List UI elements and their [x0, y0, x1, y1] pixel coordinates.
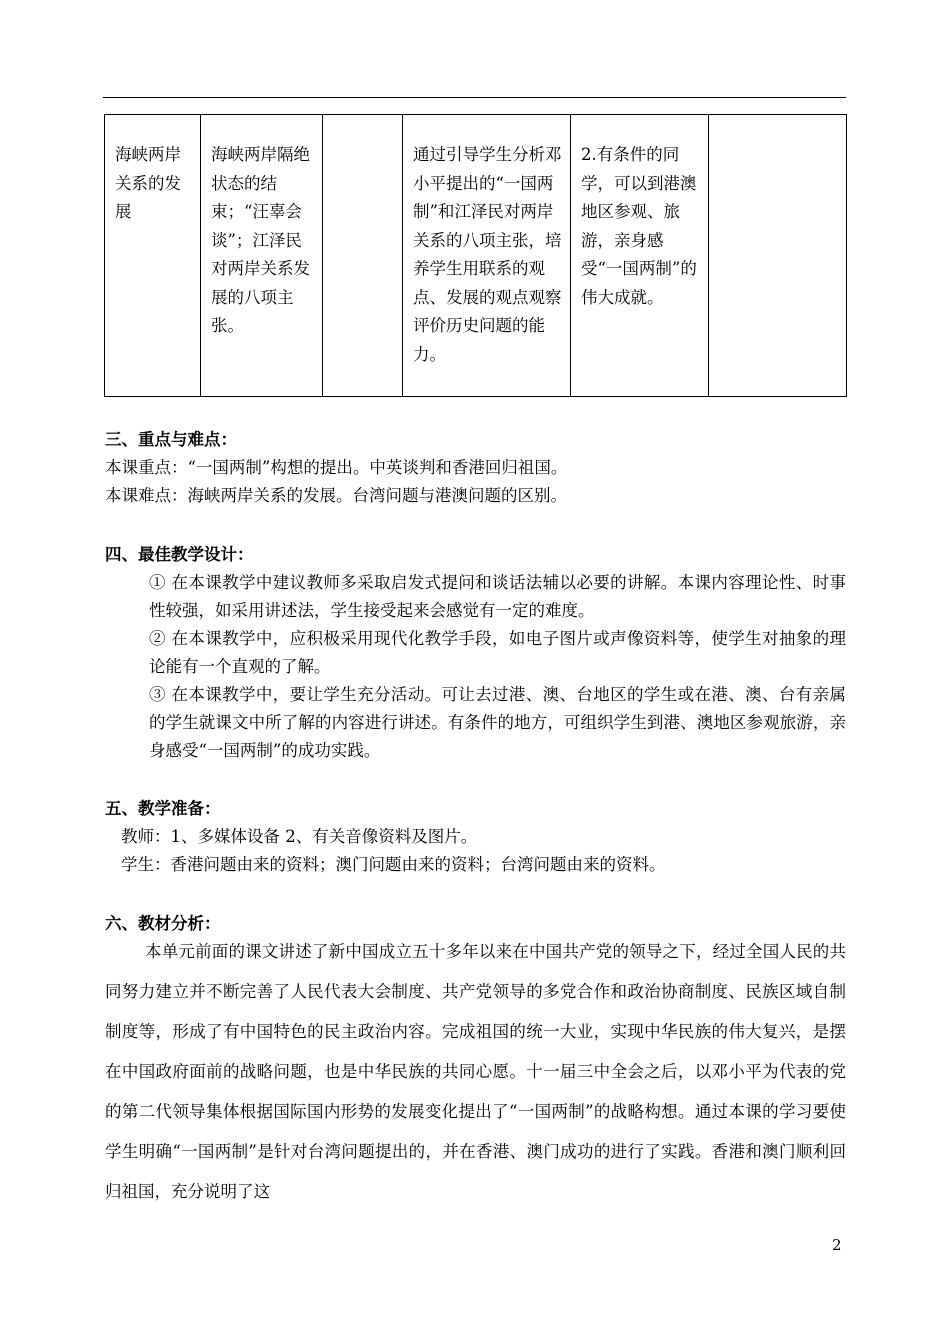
- teacher-prep-line: 教师：1、多媒体设备 2、有关音像资料及图片。: [121, 827, 478, 846]
- section-title: 六、教材分析：: [105, 914, 221, 933]
- section-key-points: [105, 428, 850, 510]
- list-item: ③ 在本课教学中，要让学生充分活动。可让去过港、澳、台地区的学生或在港、澳、台有亲属的学生就课文中所了解的内容进行讲述。有条件的地方，可组织学生到港、澳地区参观旅游，亲身感受“一国两制”的成功实践。: [149, 685, 846, 760]
- table-cell-content: 海峡两岸隔绝状态的结束；“汪辜会谈”；江泽民对两岸关系发展的八项主张。: [201, 115, 323, 397]
- table-row: [105, 115, 847, 397]
- section-material-analysis: [105, 912, 850, 1212]
- section-teaching-design: [105, 543, 850, 765]
- table-cell-empty-last: [709, 115, 847, 397]
- table-cell-goal: 通过引导学生分析邓小平提出的“一国两制”和江泽民对两岸关系的八项主张，培养学生用联系的观点、发展的观点观察评价历史问题的能力。: [403, 115, 571, 397]
- student-prep-line: 学生：香港问题由来的资料；澳门问题由来的资料；台湾问题由来的资料。: [121, 855, 666, 874]
- list-item: ① 在本课教学中建议教师多采取启发式提问和谈话法辅以必要的讲解。本课内容理论性、时事性较强，如采用讲述法，学生接受起来会感觉有一定的难度。: [149, 573, 846, 620]
- analysis-paragraph: 本单元前面的课文讲述了新中国成立五十多年以来在中国共产党的领导之下，经过全国人民的共同努力建立并不断完善了人民代表大会制度、共产党领导的多党合作和政治协商制度、民族区域自制制度等，形成了有中国特色的民主政治内容。完成祖国的统一大业，实现中华民族的伟大复兴，是摆在中国政府面前的战略问题，也是中华民族的共同心愿。十一届三中全会之后，以邓小平为代表的党的第二代领导集体根据国际国内形势的发展变化提出了“一国两制”的战略构想。通过本课的学习要使学生明确“一国两制”是针对台湾问题提出的，并在香港、澳门成功的进行了实践。香港和澳门顺利回归祖国，充分说明了这: [105, 942, 846, 1201]
- lesson-table: [104, 114, 847, 397]
- list-item: ② 在本课教学中，应积极采用现代化教学手段，如电子图片或声像资料等，使学生对抽象的理论能有一个直观的了解。: [149, 629, 846, 676]
- table-cell-topic: 海峡两岸关系的发展: [105, 115, 201, 397]
- section-title: 五、教学准备：: [105, 799, 221, 818]
- page-number: 2: [832, 1236, 842, 1254]
- difficulty-line: 本课难点：海峡两岸关系的发展。台湾问题与港澳问题的区别。: [105, 486, 567, 505]
- key-point-line: 本课重点：“一国两制”构想的提出。中英谈判和香港回归祖国。: [105, 458, 568, 477]
- table-cell-empty: [323, 115, 403, 397]
- section-title: 四、最佳教学设计：: [105, 545, 254, 564]
- section-title: 三、重点与难点：: [105, 430, 237, 449]
- section-preparation: [105, 797, 850, 879]
- header-rule: [103, 97, 846, 98]
- table-cell-activity: 2.有条件的同学，可以到港澳地区参观、旅游，亲身感受“一国两制”的伟大成就。: [571, 115, 709, 397]
